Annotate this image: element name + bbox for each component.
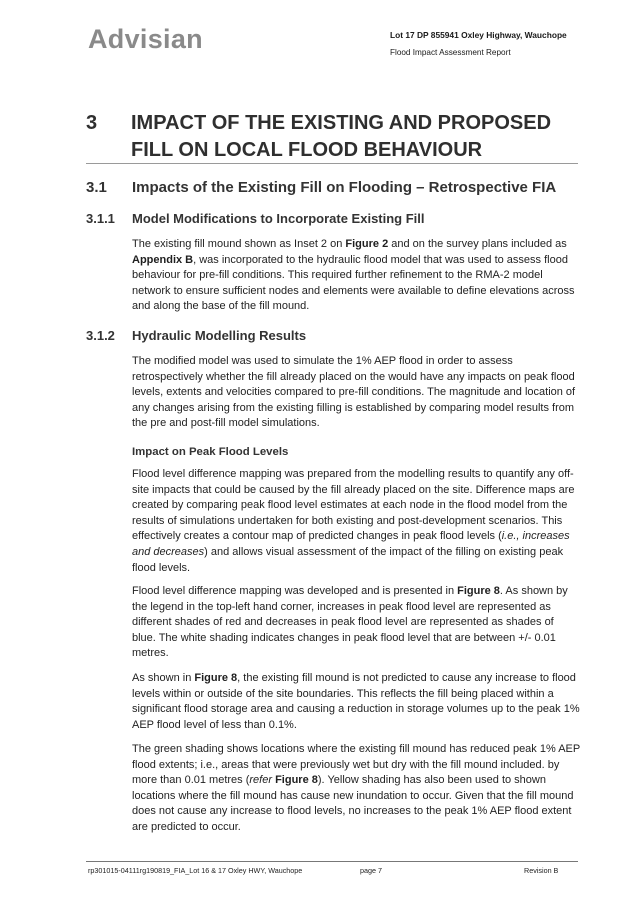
paragraph-no-increase: As shown in Figure 8, the existing fill mound is not predicted to cause any increase to flood levels within or outside of the site boundaries. This reflects the fill being placed within a significant flood storage area and causing a reduction in storage volumes up to the peak 1% AEP flood level of less than 0.1%. (132, 672, 580, 731)
figure-reference: Figure 2 (345, 238, 389, 250)
subsection-number: 3.1 (86, 179, 107, 196)
figure-reference: Figure 8 (275, 774, 318, 787)
footer-page-number: page 7 (360, 866, 382, 875)
document-title: Lot 17 DP 855941 Oxley Highway, Wauchope (390, 30, 567, 40)
document-header (390, 30, 582, 57)
paragraph-difference-mapping: Flood level difference mapping was prepared from the modelling results to quantify any off-site impacts that could be caused by the fill already placed on the site. Difference maps are created by comparing peak flood level estimates at each node in the flood model from the results of simulations undertaken for both existing and post-development scenarios. This effectively creates a contour map of predicted changes in peak flood levels (i.e., increases and decreases) and allows visual assessment of the impact of the filling on existing peak flood levels. (132, 468, 575, 574)
footer-document-id: rp301015-04111rg190819_FIA_Lot 16 & 17 Oxley HWY, Wauchope (88, 866, 303, 875)
figure-reference: Figure 8 (194, 672, 238, 684)
heading-title: Hydraulic Modelling Results (132, 328, 307, 343)
heading-number: 3.1.1 (86, 211, 115, 226)
paragraph-model-modifications: The existing fill mound shown as Inset 2 on Figure 2 and on the survey plans included as Appendix B, was incorporated to the hydraulic flood model that was used to assess flood behaviour for pre-fill conditions. This required further refinement to the RMA-2 model network to ensure sufficient nodes and elements were available to define elevations across and along the base of the fill mound. (132, 238, 575, 313)
paragraph-modelling-results: The modified model was used to simulate the 1% AEP flood in order to assess retrospectively whether the fill already placed on the would have any impacts on peak flood levels, extents and velocities compared to pre-fill conditions. The magnitude and location of any changes arising from the existing filling is established by comparing model results from the pre and post-fill model simulations. (132, 355, 576, 430)
footer-divider (86, 861, 578, 862)
heading-number: 3.1.2 (86, 328, 115, 343)
figure-reference: Figure 8 (457, 585, 500, 597)
footer-revision: Revision B (524, 866, 559, 875)
paragraph-flood-extents: The green shading shows locations where the existing fill mound has reduced peak 1% AEP flood extents; i.e., areas that were previously wet but dry with the fill mound included. by more than 0.01 metres (refer Figure 8). Yellow shading has also been used to shown locations where the fill mound has cause new inundation to occur. Given that the fill mound does not cause any increase to flood levels, no increases to the peak 1% AEP flood extent are predicted to occur. (132, 743, 581, 833)
subheading-peak-flood-levels: Impact on Peak Flood Levels (132, 446, 289, 458)
italic-note: i.e., increases and decreases (132, 530, 570, 558)
italic-refer: refer (249, 774, 273, 787)
section-number: 3 (86, 112, 98, 134)
section-title: IMPACT OF THE EXISTING AND PROPOSED FILL ON LOCAL FLOOD BEHAVIOUR (131, 112, 552, 161)
subsection-title: Impacts of the Existing Fill on Flooding – Retrospective FIA (132, 179, 557, 196)
section-divider (86, 163, 578, 164)
appendix-reference: Appendix B (132, 253, 194, 266)
paragraph-figure-8-legend: Flood level difference mapping was developed and is presented in Figure 8. As shown by the legend in the top-left hand corner, increases in peak flood level are represented as different shades of red and decreases in peak flood level are represented as shades of blue. The white shading indicates changes in peak flood level that are between +/- 0.01 metres. (132, 585, 568, 660)
company-logo: Advisian (88, 24, 203, 54)
heading-title: Model Modifications to Incorporate Existing Fill (132, 211, 425, 226)
document-subtitle: Flood Impact Assessment Report (390, 48, 511, 57)
